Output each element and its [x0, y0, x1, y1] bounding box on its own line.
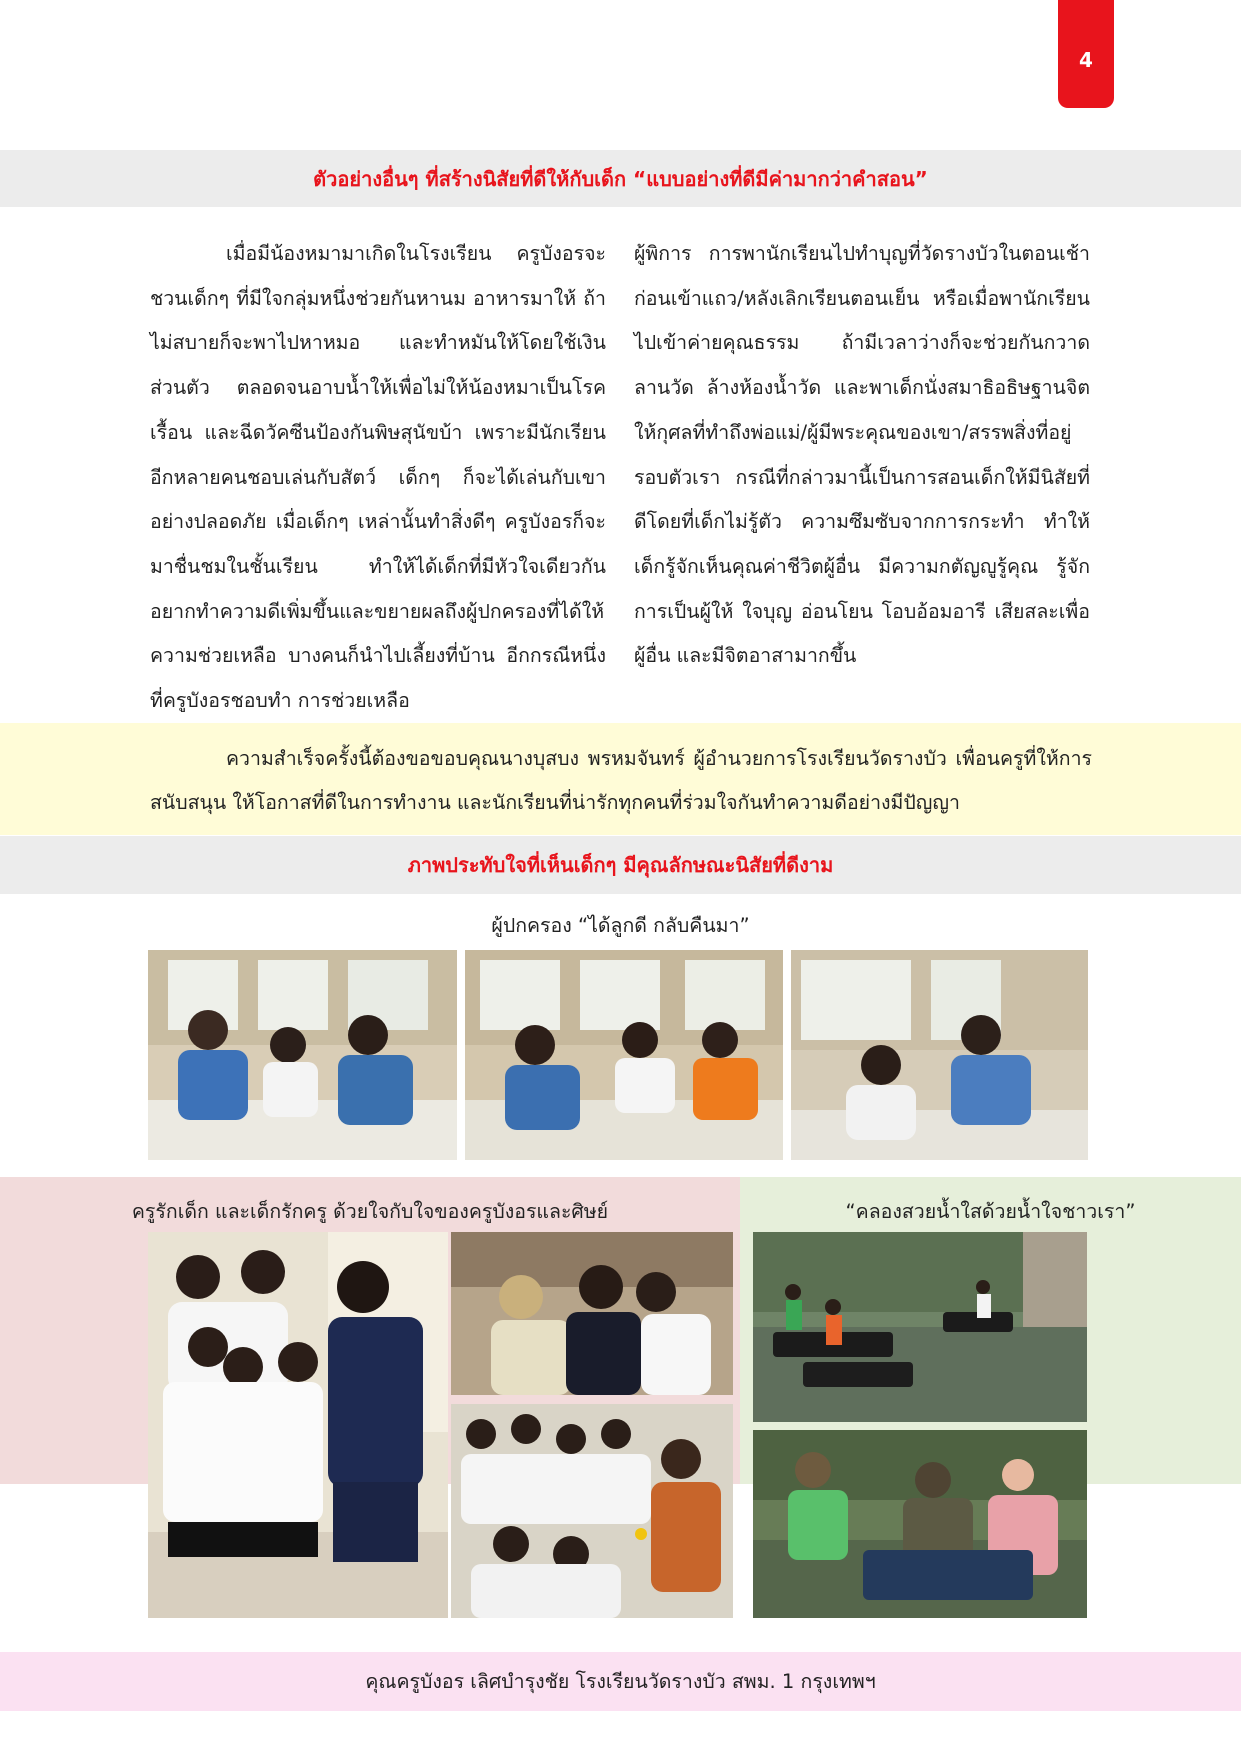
- paragraph-dog-care: เมื่อมีน้องหมามาเกิดในโรงเรียน ครูบังอรจะชวนเด็กๆ ที่มีใจกลุ่มหนึ่งช่วยกันหานม อาหารมาให้ ถ้าไม่สบายก็จะพาไปหาหมอ และทำหมันให้โดยใช้เงินส่วนตัว ตลอดจนอาบน้ำให้เพื่อไม่ให้น้องหมาเป็นโรคเรื้อน และฉีดวัคซีนป้องกันพิษสุนัขบ้า เพราะมีนักเรียนอีกหลายคนชอบเล่นกับสัตว์ เด็กๆ ก็จะได้เล่นกับเขาอย่างปลอดภัย เมื่อเด็กๆ เหล่านั้นทำสิ่งดีๆ ครูบังอรก็จะมาชื่นชมในชั้นเรียน ทำให้ได้เด็กที่มีหัวใจเดียวกันอยากทำความดีเพิ่มขึ้นและขยายผลถึงผู้ปกครองที่ได้ให้ความช่วยเหลือ บางคนก็นำไปเลี้ยงที่บ้าน อีกกรณีหนึ่งที่ครูบังอรชอบทำ การช่วยเหลือ: [150, 242, 606, 713]
- body-column-right: [634, 232, 1090, 679]
- section-title-good-habits: [0, 150, 1241, 207]
- paragraph-temple-visits: ผู้พิการ การพานักเรียนไปทำบุญที่วัดรางบัวในตอนเช้าก่อนเข้าแถว/หลังเลิกเรียนตอนเย็น หรือเมื่อพานักเรียนไปเข้าค่ายคุณธรรม ถ้ามีเวลาว่างก็จะช่วยกันกวาดลานวัด ล้างห้องน้ำวัด และพาเด็กนั่งสมาธิอธิษฐานจิตให้กุศลที่ทำถึงพ่อแม่/ผู้มีพระคุณของเขา/สรรพสิ่งที่อยู่รอบตัวเรา กรณีที่กล่าวมานี้เป็นการสอนเด็กให้มีนิสัยที่ดีโดยที่เด็กไม่รู้ตัว ความซึมซับจากการกระทำ ทำให้เด็กรู้จักเห็นคุณค่าชีวิตผู้อื่น มีความกตัญญูรู้คุณ รู้จักการเป็นผู้ให้ ใจบุญ อ่อนโยน โอบอ้อมอารี เสียสละเพื่อผู้อื่น และมีจิตอาสามากขึ้น: [634, 242, 1090, 668]
- acknowledgement-band: [0, 723, 1241, 835]
- section-title-text: ภาพประทับใจที่เห็นเด็กๆ มีคุณลักษณะนิสัยที่ดีงาม: [407, 853, 834, 877]
- photo-teacher-with-students: [148, 1232, 448, 1618]
- section-title-text: ตัวอย่างอื่นๆ ที่สร้างนิสัยที่ดีให้กับเด็ก “แบบอย่างที่ดีมีค่ามากว่าคำสอน”: [313, 166, 928, 191]
- page-number: 4: [1079, 48, 1093, 72]
- page-number-tab: [1058, 0, 1114, 108]
- photo-students-pay-respect: [451, 1404, 733, 1618]
- photo-students-hug-teacher: [451, 1232, 733, 1395]
- footer-author: [0, 1652, 1241, 1711]
- acknowledgement-text: ความสำเร็จครั้งนี้ต้องขอขอบคุณนางบุสบง พรหมจันทร์ ผู้อำนวยการโรงเรียนวัดรางบัว เพื่อนครูที่ให้การสนับสนุน ให้โอกาสที่ดีในการทำงาน และนักเรียนที่น่ารักทุกคนที่ร่วมใจกันทำความดีอย่างมีปัญญา: [150, 747, 1092, 814]
- section-title-photos: [0, 836, 1241, 894]
- body-column-left: [150, 232, 606, 724]
- photo-parents-meeting-2: [465, 950, 783, 1160]
- footer-text: คุณครูบังอร เลิศบำรุงชัย โรงเรียนวัดรางบัว สพม. 1 กรุงเทพฯ: [365, 1670, 876, 1693]
- caption-canal: “คลองสวยน้ำใสด้วยน้ำใจชาวเรา”: [845, 1200, 1136, 1223]
- photo-canal-boats: [753, 1232, 1087, 1422]
- photo-parents-meeting-3: [791, 950, 1088, 1160]
- caption-parents: ผู้ปกครอง “ได้ลูกดี กลับคืนมา”: [491, 914, 750, 937]
- photo-parents-meeting-1: [148, 950, 457, 1160]
- caption-teacher-students: ครูรักเด็ก และเด็กรักครู ด้วยใจกับใจของครูบังอรและศิษย์: [131, 1200, 609, 1223]
- photo-canal-volunteers-boat: [753, 1430, 1087, 1618]
